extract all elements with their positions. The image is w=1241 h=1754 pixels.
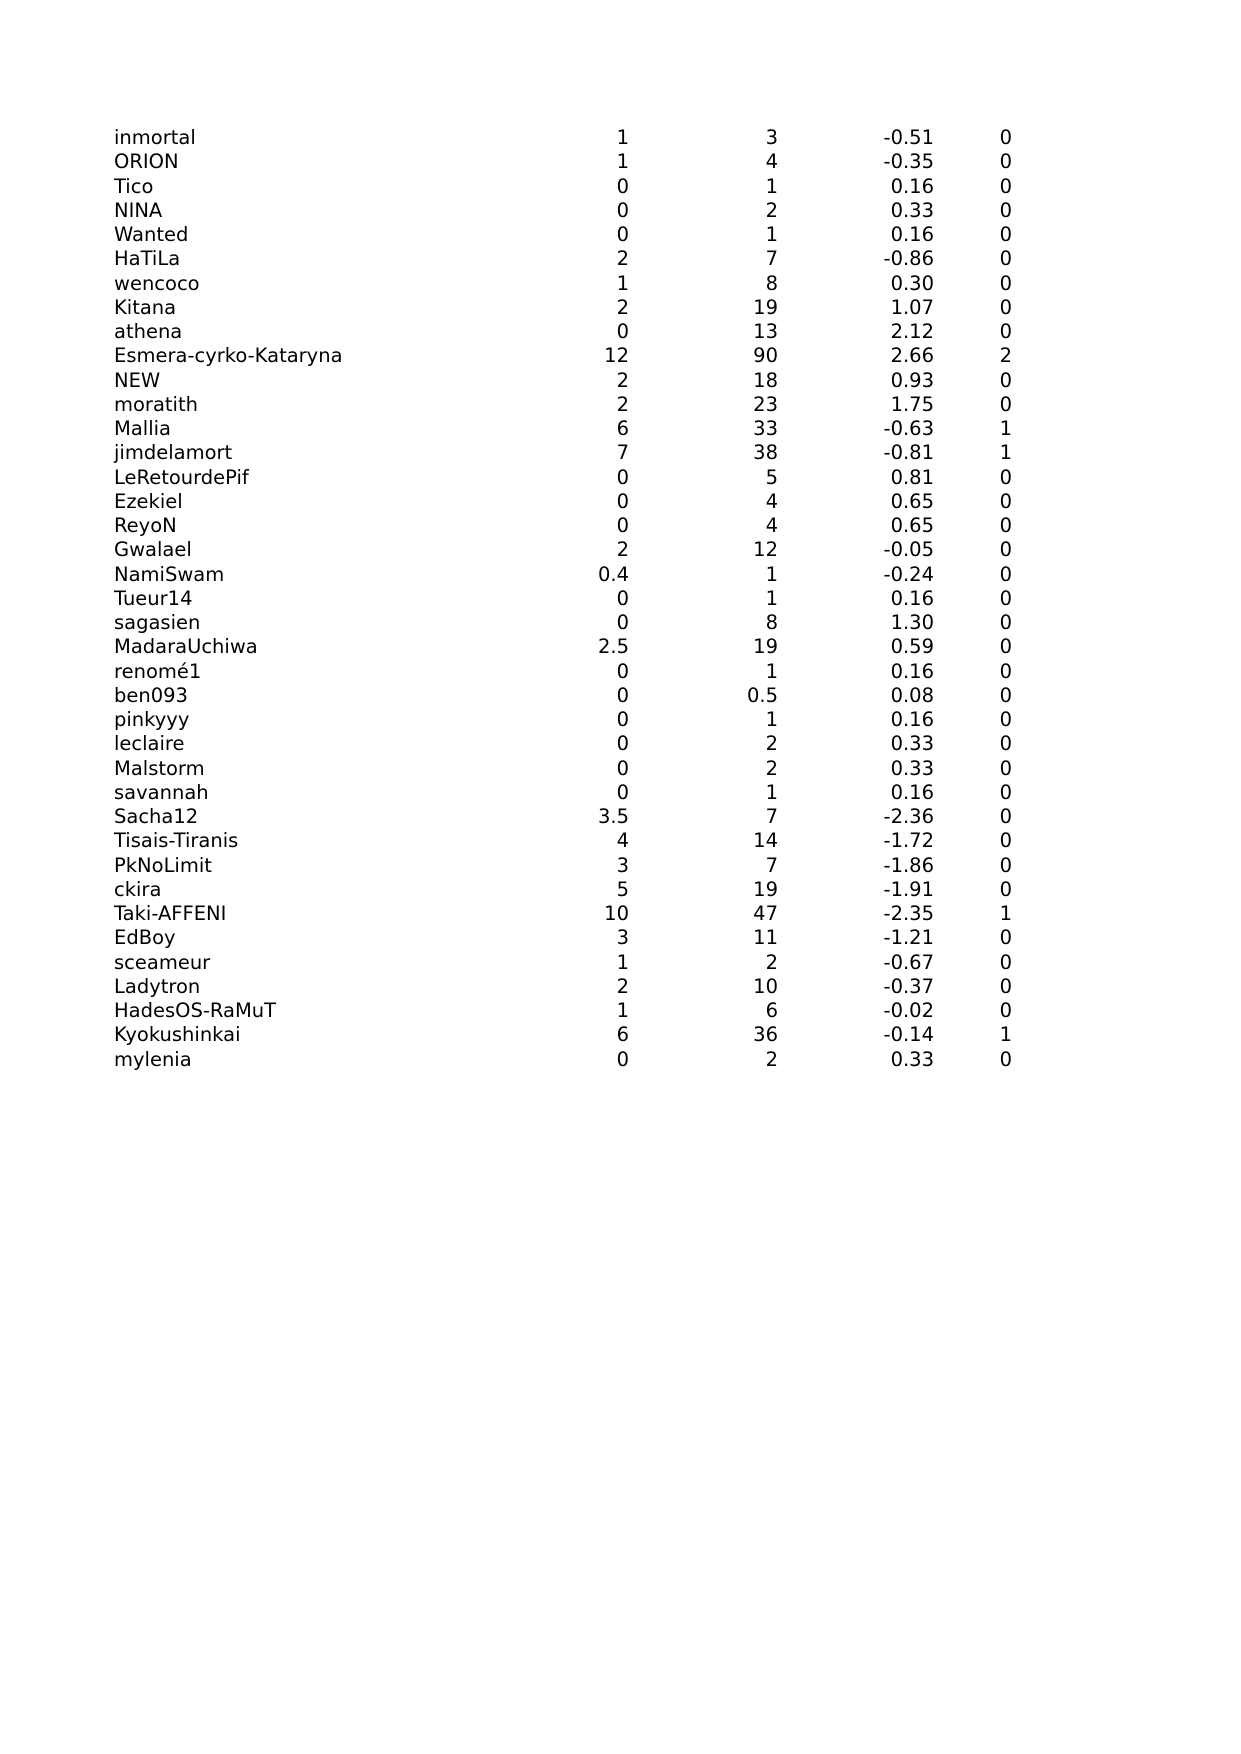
cell-col3: -1.86 [883,853,934,877]
table-row [113,393,1018,417]
cell-col1: 0 [616,732,629,756]
cell-name: Tisais-Tiranis [114,829,239,853]
cell-name: wencoco [114,271,200,295]
cell-name: Taki-AFFENI [114,902,227,925]
cell-name: leclaire [114,732,185,756]
cell-col3: 2.12 [890,320,934,343]
cell-col2: 1 [765,223,778,246]
cell-col3: 0.16 [890,174,934,198]
cell-col4: 0 [999,708,1012,731]
cell-col1: 0 [616,223,629,246]
table-row [113,587,1018,611]
cell-name: MadaraUchiwa [114,635,258,659]
cell-col4: 0 [999,392,1012,416]
cell-col1: 2 [616,538,629,562]
cell-col1: 0 [616,683,629,707]
cell-col2: 10 [753,974,778,998]
cell-col1: 6 [616,417,629,440]
cell-name: ckira [114,877,162,901]
cell-name: savannah [114,780,209,804]
cell-col3: 0.33 [890,198,934,222]
table-row [113,272,1018,296]
cell-col2: 1 [765,659,778,683]
table-row [113,466,1018,490]
table-row [113,902,1018,926]
cell-col2: 7 [765,805,778,828]
table-row [113,1023,1018,1047]
table-row [113,296,1018,320]
cell-name: Tueur14 [114,586,193,610]
cell-col1: 0 [616,514,629,537]
cell-col4: 0 [999,295,1012,319]
cell-col2: 1 [765,562,778,586]
cell-col3: -0.05 [883,538,934,562]
cell-name: mylenia [114,1047,192,1071]
cell-col4: 1 [999,902,1012,925]
cell-name: HadesOS-RaMuT [114,999,277,1022]
cell-col2: 33 [753,417,778,440]
cell-col3: 0.59 [890,635,934,659]
cell-name: Malstorm [114,756,205,780]
cell-col1: 2 [616,392,629,416]
cell-name: EdBoy [114,926,176,950]
cell-col2: 23 [753,392,778,416]
table-row [113,1048,1018,1072]
cell-col3: 1.75 [890,392,934,416]
table-row [113,757,1018,781]
cell-col4: 0 [999,950,1012,974]
cell-col2: 2 [765,732,778,756]
cell-col3: 0.16 [890,223,934,246]
cell-col4: 0 [999,538,1012,562]
cell-col4: 0 [999,247,1012,271]
table-row [113,854,1018,878]
cell-name: Kyokushinkai [114,1023,241,1047]
cell-name: Esmera-cyrko-Kataryna [114,344,343,368]
cell-name: Kitana [114,295,177,319]
cell-col2: 3 [765,126,778,149]
cell-col1: 3 [616,853,629,877]
cell-name: NINA [114,198,163,222]
cell-col1: 1 [616,150,629,174]
cell-col3: 0.16 [890,586,934,610]
cell-col2: 13 [753,320,778,343]
cell-col4: 0 [999,368,1012,392]
cell-col2: 14 [753,829,778,853]
cell-name: NEW [114,368,161,392]
cell-col1: 12 [604,344,629,368]
cell-col1: 2 [616,295,629,319]
cell-col4: 0 [999,926,1012,950]
cell-name: Ezekiel [114,489,183,513]
cell-col2: 6 [765,999,778,1022]
table-row [113,417,1018,441]
cell-col2: 18 [753,368,778,392]
cell-col4: 0 [999,1047,1012,1071]
cell-col2: 2 [765,198,778,222]
table-row [113,199,1018,223]
cell-col1: 5 [616,877,629,901]
cell-col1: 0 [616,465,629,489]
table-row [113,563,1018,587]
cell-col4: 0 [999,877,1012,901]
cell-col1: 10 [604,902,629,925]
cell-col3: 0.65 [890,514,934,537]
table-row [113,490,1018,514]
cell-col4: 0 [999,320,1012,343]
table-row [113,660,1018,684]
cell-col4: 0 [999,465,1012,489]
cell-col1: 1 [616,999,629,1022]
table-row [113,635,1018,659]
cell-name: Sacha12 [114,805,199,828]
cell-col1: 1 [616,126,629,149]
cell-col4: 0 [999,853,1012,877]
cell-col3: -0.37 [883,974,934,998]
cell-col3: 2.66 [890,344,934,368]
cell-col3: -0.81 [883,441,934,465]
cell-col4: 0 [999,514,1012,537]
cell-col3: 0.16 [890,708,934,731]
cell-col2: 1 [765,586,778,610]
cell-name: Ladytron [114,974,201,998]
cell-col3: 0.33 [890,1047,934,1071]
cell-col1: 1 [616,271,629,295]
cell-col3: 0.81 [890,465,934,489]
table-row [113,150,1018,174]
cell-name: Gwalael [114,538,192,562]
cell-col3: -0.63 [883,417,934,440]
cell-col4: 0 [999,489,1012,513]
cell-col2: 19 [753,295,778,319]
cell-col3: -1.72 [883,829,934,853]
cell-col2: 90 [753,344,778,368]
table-row [113,320,1018,344]
cell-col1: 0 [616,756,629,780]
cell-col2: 11 [753,926,778,950]
cell-col1: 0 [616,320,629,343]
cell-col4: 0 [999,780,1012,804]
cell-col2: 0.5 [746,683,778,707]
cell-name: jimdelamort [114,441,233,465]
cell-name: sagasien [114,611,201,634]
cell-col3: -0.51 [883,126,934,149]
table-row [113,223,1018,247]
table-row [113,732,1018,756]
cell-col3: 1.07 [890,295,934,319]
cell-col1: 0 [616,174,629,198]
table-row [113,999,1018,1023]
cell-col3: -2.35 [883,902,934,925]
cell-col4: 0 [999,659,1012,683]
table-body [113,126,1018,1072]
cell-name: LeRetourdePif [114,465,249,489]
cell-col3: 0.16 [890,659,934,683]
table-row [113,514,1018,538]
cell-col2: 4 [765,150,778,174]
cell-col1: 0 [616,198,629,222]
cell-col2: 1 [765,174,778,198]
cell-col2: 19 [753,877,778,901]
cell-col1: 3.5 [597,805,629,828]
cell-col2: 5 [765,465,778,489]
cell-col1: 0 [616,1047,629,1071]
table-row [113,126,1018,150]
cell-col2: 47 [753,902,778,925]
cell-name: moratith [114,392,198,416]
cell-col3: -0.24 [883,562,934,586]
cell-col1: 7 [616,441,629,465]
cell-col3: 0.08 [890,683,934,707]
cell-col4: 0 [999,611,1012,634]
cell-name: PkNoLimit [114,853,212,877]
cell-col2: 7 [765,853,778,877]
table-row [113,611,1018,635]
cell-col2: 36 [753,1023,778,1047]
cell-col3: 0.16 [890,780,934,804]
cell-col3: -0.14 [883,1023,934,1047]
data-table [113,126,1018,1072]
cell-col3: -0.02 [883,999,934,1022]
cell-col1: 0 [616,586,629,610]
cell-name: sceameur [114,950,211,974]
cell-col4: 0 [999,974,1012,998]
cell-col3: -0.67 [883,950,934,974]
cell-col1: 2 [616,368,629,392]
cell-col2: 4 [765,514,778,537]
cell-name: renomé1 [114,659,202,683]
cell-col4: 0 [999,683,1012,707]
cell-col1: 6 [616,1023,629,1047]
cell-col2: 38 [753,441,778,465]
cell-col1: 0 [616,659,629,683]
table-row [113,926,1018,950]
cell-col3: 0.33 [890,732,934,756]
cell-col3: -2.36 [883,805,934,828]
cell-col2: 19 [753,635,778,659]
cell-col1: 0 [616,780,629,804]
cell-name: inmortal [114,126,196,149]
cell-name: ORION [114,150,179,174]
cell-col4: 0 [999,126,1012,149]
cell-col3: 0.65 [890,489,934,513]
cell-col2: 1 [765,780,778,804]
cell-col4: 0 [999,198,1012,222]
table-row [113,247,1018,271]
cell-col2: 8 [765,271,778,295]
cell-col4: 0 [999,150,1012,174]
table-row [113,975,1018,999]
cell-col1: 3 [616,926,629,950]
cell-col4: 1 [999,441,1012,465]
table-row [113,344,1018,368]
table-row [113,369,1018,393]
cell-col3: -0.35 [883,150,934,174]
cell-col4: 0 [999,271,1012,295]
cell-col3: -1.21 [883,926,934,950]
cell-col3: 0.30 [890,271,934,295]
table-row [113,538,1018,562]
cell-col1: 1 [616,950,629,974]
cell-name: pinkyyy [114,708,190,731]
cell-col1: 0 [616,489,629,513]
table-row [113,175,1018,199]
cell-col4: 1 [999,1023,1012,1047]
cell-col2: 12 [753,538,778,562]
cell-col1: 2 [616,247,629,271]
cell-name: Mallia [114,417,171,440]
cell-col2: 1 [765,708,778,731]
cell-name: ReyoN [114,514,177,537]
cell-col1: 0 [616,611,629,634]
cell-col2: 2 [765,1047,778,1071]
cell-col1: 0 [616,708,629,731]
table-row [113,805,1018,829]
cell-name: NamiSwam [114,562,225,586]
cell-col2: 2 [765,950,778,974]
cell-col4: 0 [999,756,1012,780]
table-row [113,951,1018,975]
cell-col1: 2.5 [597,635,629,659]
cell-name: Tico [114,174,154,198]
cell-name: Wanted [114,223,189,246]
cell-col2: 4 [765,489,778,513]
cell-col4: 0 [999,829,1012,853]
cell-name: HaTiLa [114,247,181,271]
cell-col2: 7 [765,247,778,271]
cell-col4: 0 [999,999,1012,1022]
table-row [113,684,1018,708]
cell-col3: -0.86 [883,247,934,271]
cell-col4: 0 [999,635,1012,659]
table-row [113,829,1018,853]
cell-col4: 2 [999,344,1012,368]
cell-col4: 0 [999,223,1012,246]
cell-col4: 0 [999,562,1012,586]
table-row [113,708,1018,732]
cell-col2: 8 [765,611,778,634]
cell-col1: 2 [616,974,629,998]
cell-col3: 0.93 [890,368,934,392]
cell-col2: 2 [765,756,778,780]
table-row [113,441,1018,465]
cell-name: athena [114,320,183,343]
cell-col1: 0.4 [597,562,629,586]
cell-col4: 0 [999,174,1012,198]
cell-col4: 1 [999,417,1012,440]
cell-col4: 0 [999,732,1012,756]
table-row [113,781,1018,805]
cell-col3: 0.33 [890,756,934,780]
cell-name: ben093 [114,683,188,707]
cell-col1: 4 [616,829,629,853]
cell-col3: 1.30 [890,611,934,634]
cell-col4: 0 [999,805,1012,828]
table-row [113,878,1018,902]
cell-col4: 0 [999,586,1012,610]
cell-col3: -1.91 [883,877,934,901]
